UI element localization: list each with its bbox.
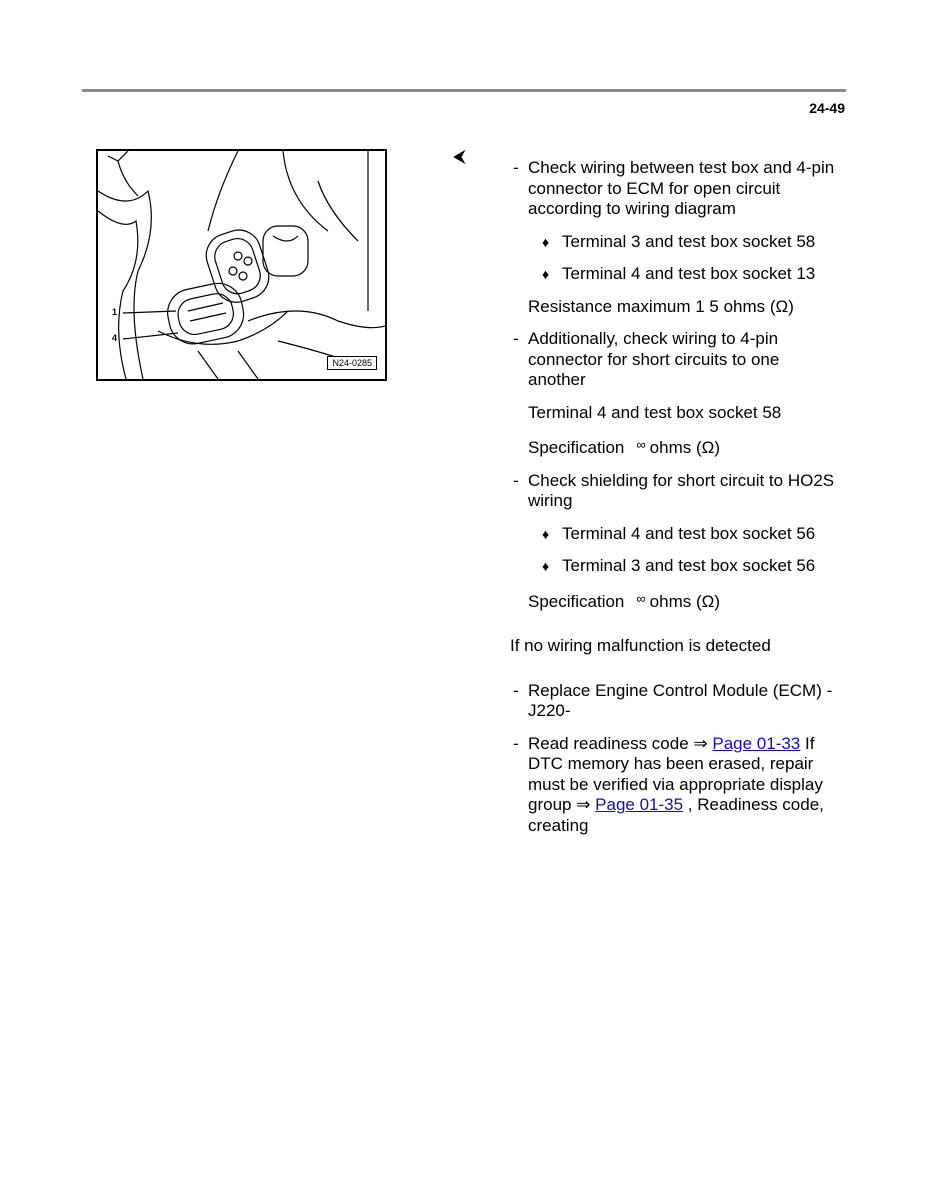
diamond-icon: ♦ — [542, 525, 550, 542]
bullet-text: Terminal 4 and test box socket 13 — [562, 264, 816, 283]
bullet-item — [510, 524, 840, 545]
step-text-part3: , Readiness code, creating — [528, 795, 824, 835]
figure-callout-4: 4 — [112, 333, 118, 343]
header-rule — [82, 89, 846, 92]
bullet-text: Terminal 4 and test box socket 56 — [562, 523, 816, 543]
infinity-icon: ∞ — [636, 590, 646, 606]
bullet-item — [510, 264, 840, 285]
bullet-text: Terminal 3 and test box socket 58 — [562, 231, 816, 251]
step-check-shielding — [510, 471, 840, 512]
bullet-item — [510, 232, 840, 253]
spec-unit: ohms (Ω) — [649, 591, 720, 611]
dash-marker: - — [513, 470, 519, 490]
connector-illustration — [96, 149, 387, 381]
diamond-icon: ♦ — [542, 558, 550, 574]
terminal-line: Terminal 4 and test box socket 58 — [528, 402, 782, 422]
procedure-text — [510, 158, 840, 848]
specification-line — [510, 589, 840, 613]
left-arrow-icon: ⮜ — [453, 146, 466, 166]
bullet-text: Terminal 3 and test box socket 56 — [562, 556, 816, 575]
dash-marker: - — [513, 733, 519, 753]
spec-label: Specification — [528, 591, 625, 611]
bullet-item — [510, 556, 840, 577]
dash-marker: - — [513, 329, 519, 348]
step-text: Additionally, check wiring to 4-pin connector for short circuits to one another — [528, 329, 780, 389]
figure-code: N24-0285 — [327, 356, 377, 370]
step-replace-ecm — [510, 681, 840, 722]
diamond-icon: ♦ — [542, 233, 550, 250]
step-check-short — [510, 329, 840, 391]
step-text: Check shielding for short circuit to HO2S wiring — [528, 470, 835, 510]
step-read-readiness — [510, 734, 840, 837]
resistance-spec: Resistance maximum 1 5 ohms (Ω) — [528, 296, 794, 316]
dash-marker: - — [513, 680, 519, 700]
infinity-icon: ∞ — [636, 437, 646, 452]
page-01-35-link[interactable]: Page 01-35 — [595, 795, 684, 814]
step-text-part1: Read readiness code ⇒ — [528, 733, 713, 753]
step-text: Check wiring between test box and 4-pin connector to ECM for open circuit according to wiring diagram — [528, 158, 835, 218]
page-number: 24-49 — [809, 100, 845, 116]
page-01-33-link[interactable]: Page 01-33 — [712, 733, 801, 753]
connector-drawing — [98, 151, 385, 379]
specification-line — [510, 435, 840, 459]
no-malfunction-note: If no wiring malfunction is detected — [510, 636, 771, 655]
step-text-part2: If DTC memory has been erased, repair must be verified via appropriate display group ⇒ — [528, 733, 823, 814]
spec-label: Specification — [528, 438, 625, 457]
step-text: Replace Engine Control Module (ECM) -J220- — [528, 680, 833, 720]
step-check-wiring — [510, 158, 840, 220]
figure-callout-1: 1 — [112, 307, 118, 317]
diamond-icon: ♦ — [542, 266, 550, 282]
dash-marker: - — [513, 158, 519, 177]
spec-unit: ohms (Ω) — [649, 438, 720, 457]
